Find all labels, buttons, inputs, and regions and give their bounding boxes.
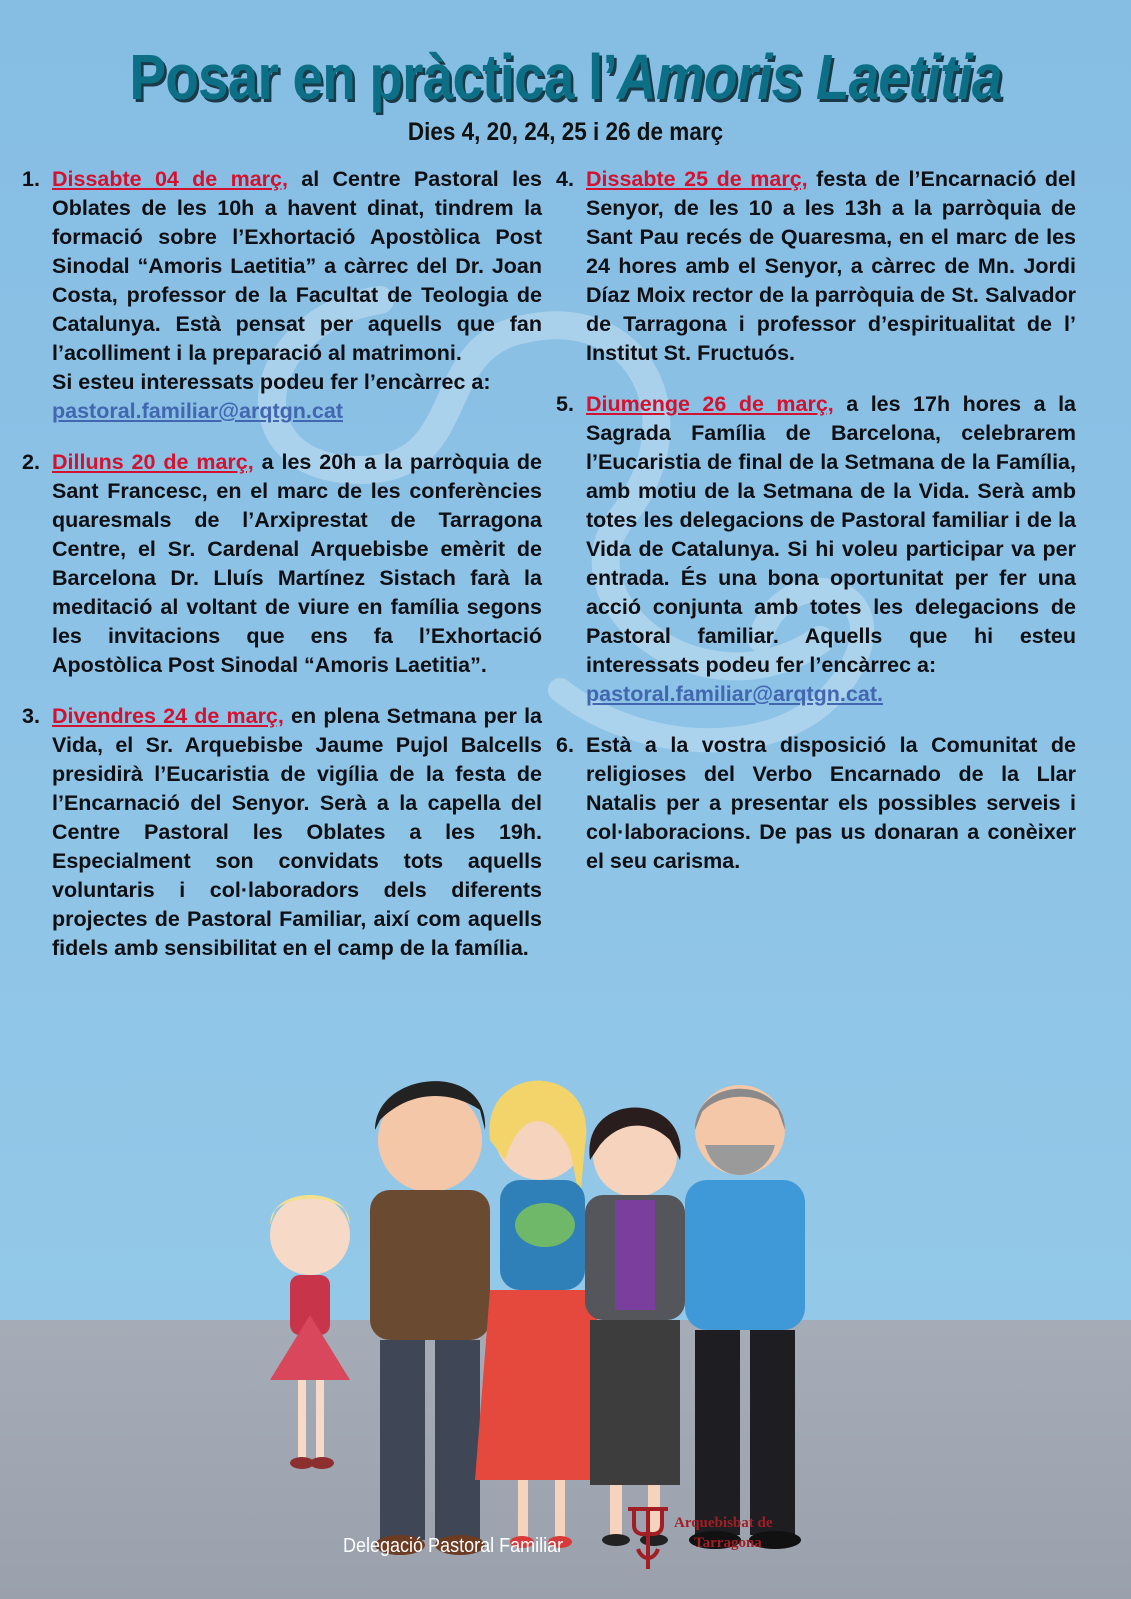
email-link[interactable]: pastoral.familiar@arqtgn.cat bbox=[52, 399, 343, 423]
email-link[interactable]: pastoral.familiar@arqtgn.cat. bbox=[586, 682, 883, 706]
item-number: 6. bbox=[556, 733, 574, 757]
event-item-1 bbox=[22, 165, 542, 426]
archdiocese-name bbox=[674, 1513, 773, 1553]
event-item-6 bbox=[556, 731, 1076, 876]
event-item-5 bbox=[556, 390, 1076, 709]
archdiocese-logo-icon bbox=[624, 1503, 672, 1573]
event-date[interactable]: Dilluns 20 de març, bbox=[52, 450, 254, 474]
page-subtitle: Dies 4, 20, 24, 25 i 26 de març bbox=[407, 118, 724, 146]
event-date[interactable]: Divendres 24 de març, bbox=[52, 704, 284, 728]
archdiocese-line-2: Tarragona bbox=[694, 1535, 762, 1551]
event-item-4 bbox=[556, 165, 1076, 368]
girl-figure bbox=[270, 1195, 350, 1469]
family-illustration bbox=[250, 1050, 890, 1595]
event-date[interactable]: Dissabte 25 de març, bbox=[586, 167, 808, 191]
item-number: 2. bbox=[22, 450, 40, 474]
event-text: a les 20h a la parròquia de Sant Francesc, en el marc de les conferències quaresmals de l’Arxiprestat de Tarragona Centre, el Sr. Cardenal Arquebisbe emèrit de Barcelona Dr. Lluís Martínez Sistach farà la meditació al voltant de viure en família segons les invitacions que ens fa l’Exhortació Apostòlica Post Sinodal “Amoris Laetitia”. bbox=[52, 450, 543, 677]
event-item-3 bbox=[22, 702, 542, 963]
grandfather-figure bbox=[685, 1085, 805, 1549]
event-item-2 bbox=[22, 448, 542, 680]
event-text: en plena Setmana per la Vida, el Sr. Arquebisbe Jaume Pujol Balcells presidirà l’Eucaristia de vigília de la festa de l’Encarnació del Senyor. Serà a la capella del Centre Pastoral les Oblates a les 19h. Especialment son convidats tots aquells voluntaris i col·laboradors dels diferents projectes de Pastoral Familiar, així com aquells fidels amb sensibilitat en el camp de la família. bbox=[52, 704, 543, 960]
event-date[interactable]: Diumenge 26 de març, bbox=[586, 392, 834, 416]
item-number: 4. bbox=[556, 167, 574, 191]
archdiocese-line-1: Arquebisbat de bbox=[674, 1515, 773, 1531]
item-number: 3. bbox=[22, 704, 40, 728]
event-text: festa de l’Encarnació del Senyor, de les 10 a les 13h a la parròquia de Sant Pau recés de Quaresma, en el marc de les 24 hores amb el Senyor, a càrrec de Mn. Jordi Díaz Moix rector de la parròquia de St. Salvador de Tarragona i professor d’espiritualitat de l’ Institut St. Fructuós. bbox=[586, 167, 1076, 365]
delegation-label: Delegació Pastoral Familiar bbox=[343, 1535, 564, 1557]
event-date[interactable]: Dissabte 04 de març, bbox=[52, 167, 288, 191]
title-plain: Posar en pràctica l’ bbox=[129, 41, 617, 113]
right-column bbox=[556, 165, 1076, 898]
item-number: 1. bbox=[22, 167, 40, 191]
title-italic: Amoris Laetitia bbox=[616, 41, 1002, 113]
event-text: al Centre Pastoral les Oblates de les 10h a havent dinat, tindrem la formació sobre l’Exhortació Apostòlica Post Sinodal “Amoris Laetitia” a càrrec del Dr. Joan Costa, professor de la Facultat de Teologia de Catalunya. Està pensat per aquells que fan l’acolliment i la preparació al matrimoni. bbox=[52, 167, 542, 365]
father-figure bbox=[370, 1081, 490, 1555]
left-column bbox=[22, 165, 542, 985]
page-title bbox=[79, 40, 1052, 114]
grandmother-figure bbox=[585, 1108, 685, 1547]
event-text: Està a la vostra disposició la Comunitat de religioses del Verbo Encarnado de la Llar Natalis per a presentar els possibles serveis i col·laboracions. De pas us donaran a conèixer el seu carisma. bbox=[586, 733, 1076, 873]
event-extra: Si esteu interessats podeu fer l’encàrrec a: bbox=[52, 370, 491, 394]
event-text: a les 17h hores a la Sagrada Família de Barcelona, celebrarem l’Eucaristia de final de la Setmana de la Família, amb motiu de la Setmana de la Vida. Serà amb totes les delegacions de Pastoral familiar i de la Vida de Catalunya. Si hi voleu participar va per entrada. És una bona oportunitat per fer una acció conjunta amb totes les delegacions de Pastoral familiar. Aquells que hi esteu interessats podeu fer l’encàrrec a: bbox=[586, 392, 1076, 677]
item-number: 5. bbox=[556, 392, 574, 416]
